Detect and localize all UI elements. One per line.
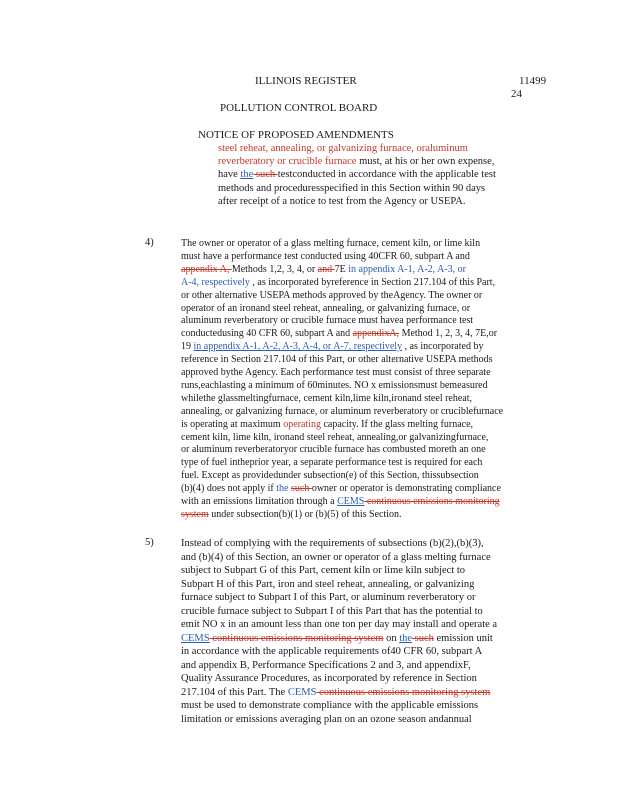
text-run: must, at his or her own expense,	[356, 156, 495, 168]
text-line	[181, 380, 526, 391]
text-run: fuel. Except as providedunder subsection(e) of this Section, thissubsection	[181, 470, 479, 482]
text-line	[181, 714, 526, 725]
text-line	[181, 393, 526, 404]
text-run: runs,eachlasting a minimum of 60minutes. NO x emissionsmust bemeasured	[181, 379, 488, 391]
text-run: with an emissions limitation through a	[181, 496, 338, 507]
text-run: reference in Section 217.104 of this Part, or other alternative USEPA methods	[181, 354, 493, 366]
text-line	[181, 264, 526, 275]
text-run: capacity. If the glass melting furnace,	[320, 418, 474, 430]
page-number: 11499	[519, 75, 547, 87]
text-run: approved bythe Agency. Each performance test must consist of three separate	[181, 367, 491, 378]
text-run: 19	[181, 341, 194, 353]
text-line	[181, 367, 526, 378]
text-run: and (b)(4) of this Section, an owner or operator of a glass melting furnace	[181, 551, 491, 563]
text-line	[181, 483, 526, 494]
text-line	[181, 470, 526, 481]
text-line	[181, 700, 526, 711]
text-run: A-4, respectively	[181, 276, 250, 288]
text-run: system	[181, 508, 209, 520]
text-line	[181, 496, 526, 507]
text-run: appendixA,	[352, 328, 400, 340]
text-line	[181, 660, 526, 671]
text-run: such	[412, 632, 434, 644]
text-run: furnace subject to Subpart I of this Part, or aluminum reverberatory or	[181, 592, 476, 603]
text-run: crucible furnace subject to Subpart I of this Part that has the potential to	[181, 605, 483, 617]
text-run: or other alternative USEPA methods approved by theAgency. The owner or	[181, 289, 483, 301]
text-line	[181, 592, 526, 603]
text-run: The owner or operator of a glass melting furnace, cement kiln, or lime kiln	[181, 238, 481, 249]
text-run: CEMS	[287, 686, 317, 698]
notice-title: NOTICE OF PROPOSED AMENDMENTS	[198, 129, 394, 141]
text-run: (b)(4) does not apply if	[181, 483, 277, 495]
text-run: CEMS	[337, 496, 365, 507]
text-line	[218, 183, 523, 194]
issue-number: 24	[511, 88, 522, 100]
text-run: cement kiln, lime kiln, ironand steel reheat, annealing,or galvanizingfurnace,	[181, 431, 489, 443]
text-run: operator of an ironand steel reheat, annealing, or galvanizing furnace, or	[181, 302, 471, 314]
register-title: ILLINOIS REGISTER	[255, 75, 357, 87]
text-run: in appendix A-1, A-2, A-3, or	[348, 263, 466, 275]
section-5-number: 5)	[145, 537, 154, 548]
text-run: Method 1, 2, 3, 4, 7E,or	[399, 328, 498, 340]
text-line	[181, 457, 526, 468]
text-run: , as incorporated by	[402, 341, 484, 353]
text-run: in accordance with the applicable requirements of40 CFR 60, subpart A	[181, 646, 483, 657]
text-line	[181, 509, 526, 520]
text-run: such	[253, 169, 278, 181]
text-line	[181, 251, 526, 262]
text-line	[181, 406, 526, 417]
text-line	[181, 565, 526, 576]
text-run: must be used to demonstrate compliance with the applicable emissions	[181, 700, 479, 711]
text-run: or aluminum reverberatoryor crucible furnace has combusted moreth an one	[181, 444, 486, 456]
text-run: continuous emissions monitoring	[364, 496, 500, 507]
text-run: annealing, or galvanizing furnace, or aluminum reverberatory or cruciblefurnace	[181, 405, 504, 417]
text-run: the	[240, 169, 254, 181]
text-run: must have a performance test conducted using 40CFR 60, subpart A and	[181, 250, 470, 262]
text-run: CEMS	[181, 632, 210, 644]
text-line	[181, 619, 526, 630]
text-run: emit NO x in an amount less than one ton per day may install and operate a	[181, 619, 498, 630]
text-run: , as incorporated byreference in Section 217.104 of this Part,	[249, 276, 496, 288]
text-line	[181, 290, 526, 301]
text-run: have	[218, 169, 241, 181]
text-line	[181, 419, 526, 430]
text-run: is operating at maximum	[181, 418, 284, 430]
text-run: operating	[283, 418, 321, 430]
text-run: reverberatory or crucible furnace	[218, 156, 357, 168]
text-line	[181, 552, 526, 563]
text-run: Quality Assurance Procedures, as incorporated by reference in Section	[181, 673, 477, 684]
text-run: the	[399, 632, 413, 644]
text-run: 7E	[334, 263, 349, 275]
text-run: 217.104 of this Part. The	[181, 686, 288, 698]
text-run: Subpart H of this Part, iron and steel reheat, annealing, or galvanizing	[181, 578, 475, 590]
text-run: appendix A,	[181, 263, 232, 275]
text-run: steel reheat, annealing, or galvanizing furnace, oraluminum	[218, 143, 468, 154]
text-line	[181, 633, 526, 644]
text-run: owner or operator is demonstrating compliance	[311, 483, 501, 495]
text-line	[218, 169, 523, 180]
text-line	[181, 432, 526, 443]
text-run: on	[383, 632, 400, 644]
text-run: and	[317, 263, 335, 275]
text-run: methods and proceduresspecified in this Section within 90 days	[218, 182, 486, 194]
text-line	[181, 579, 526, 590]
text-line	[181, 538, 526, 549]
text-line	[181, 606, 526, 617]
text-run: after receipt of a notice to test from the Agency or USEPA.	[218, 195, 466, 207]
text-line	[181, 277, 526, 288]
text-line	[181, 687, 526, 698]
text-run: in appendix A-1, A-2, A-3, A-4, or A-7, respectively	[193, 341, 403, 353]
text-run: subject to Subpart G of this Part, cement kiln or lime kiln subject to	[181, 565, 466, 576]
text-line	[181, 646, 526, 657]
text-run: the	[276, 483, 291, 495]
text-run: continuous emissions monitoring system	[209, 632, 384, 644]
text-line	[181, 341, 526, 352]
text-line	[181, 315, 526, 326]
text-line	[218, 143, 523, 154]
text-run: Methods 1,2, 3, 4, or	[231, 263, 318, 275]
text-line	[181, 673, 526, 684]
board-title: POLLUTION CONTROL BOARD	[220, 102, 378, 114]
text-run: whilethe glassmeltingfurnace, cement kiln,lime kiln,ironand steel reheat,	[181, 392, 473, 404]
text-run: and appendix B, Performance Specifications 2 and 3, and appendixF,	[181, 659, 471, 671]
text-run: under subsection(b)(1) or (b)(5) of this Section.	[208, 508, 402, 520]
text-run: emission unit	[433, 632, 493, 644]
text-run: testconducted in accordance with the applicable test	[277, 169, 496, 181]
text-line	[181, 354, 526, 365]
text-run: limitation or emissions averaging plan on an ozone season andannual	[181, 713, 472, 725]
text-run: Instead of complying with the requirements of subsections (b)(2),(b)(3),	[181, 538, 484, 549]
text-line	[181, 238, 526, 249]
text-line	[218, 156, 523, 167]
section-4-number: 4)	[145, 237, 154, 248]
text-run: continuous emissions monitoring system	[316, 686, 491, 698]
text-run: such	[290, 483, 312, 495]
text-line	[181, 303, 526, 314]
text-run: type of fuel intheprior year, a separate performance test is required for each	[181, 457, 483, 469]
text-run: aluminum reverberatory or crucible furnace must havea performance test	[181, 315, 474, 327]
text-line	[218, 196, 523, 207]
text-line	[181, 328, 526, 339]
text-line	[181, 444, 526, 455]
text-run: conductedusing 40 CFR 60, subpart A and	[181, 328, 353, 340]
